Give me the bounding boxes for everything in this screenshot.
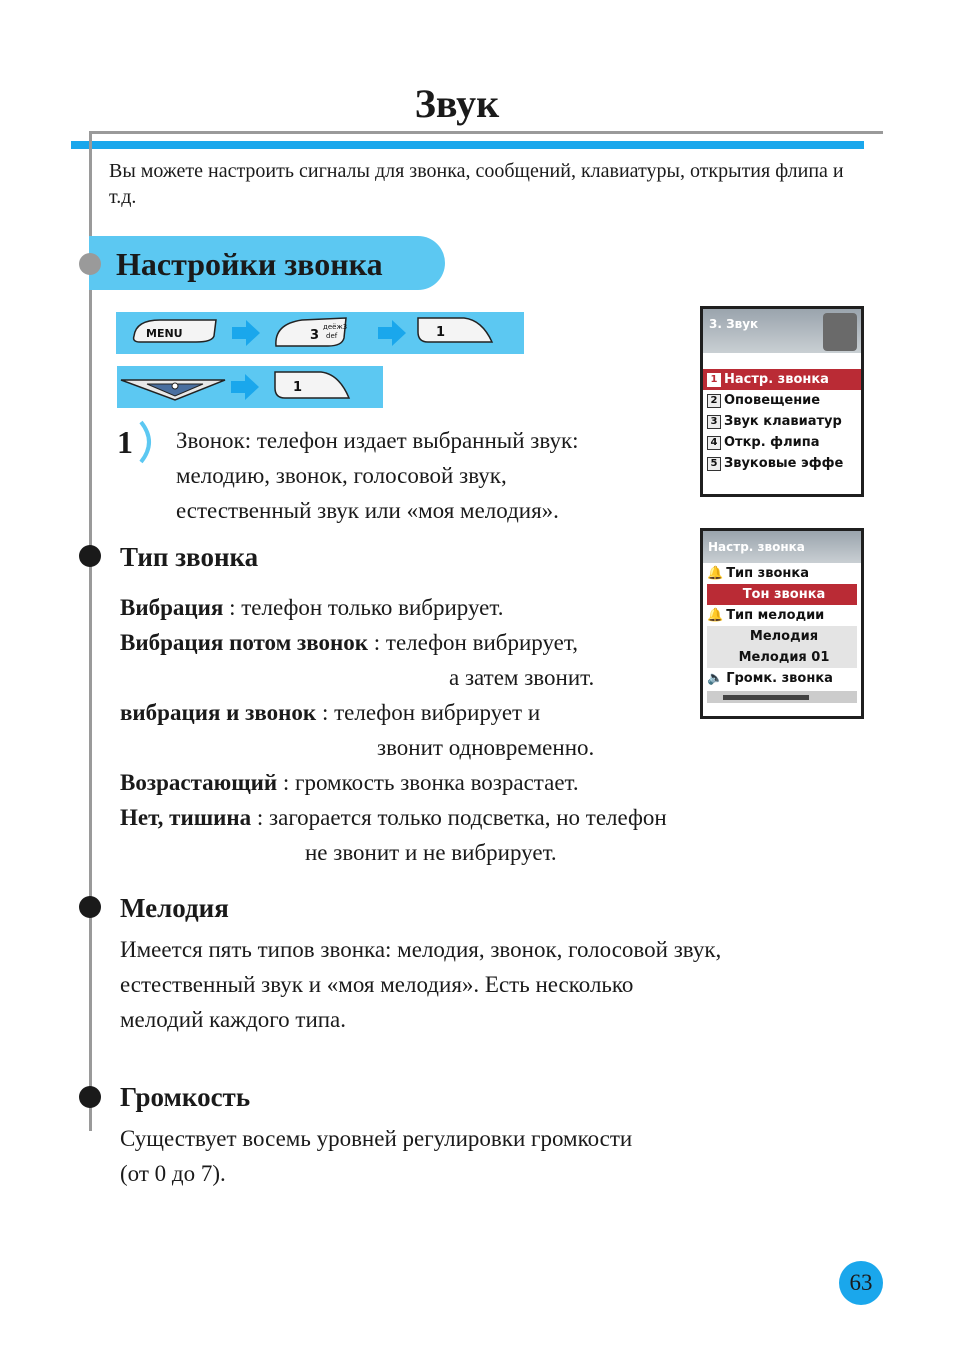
- section-bullet: [79, 253, 101, 275]
- key-sequence-1: [116, 312, 524, 354]
- ring-type-vib-and-ring: вибрация и звонок : телефон вибрирует и: [120, 700, 541, 725]
- bullet-ring-type: [79, 545, 101, 567]
- ring-type-silent-cont: не звонит и не вибрирует.: [305, 840, 557, 865]
- bell-icon: 🔔: [707, 608, 724, 623]
- bell-icon: 🔔: [707, 566, 724, 581]
- menu-key-label: MENU: [146, 327, 183, 340]
- menu-item-key-sound[interactable]: 3 Звук клавиатур: [703, 411, 861, 432]
- phone-screen-sound-menu: [700, 306, 864, 497]
- title-rule-blue: [71, 141, 864, 149]
- key-3-letters: деёж3: [323, 323, 348, 331]
- section-title: Настройки звонка: [116, 246, 383, 282]
- key-3-letters-latin: def: [326, 332, 338, 340]
- menu-item-alerts[interactable]: 2 Оповещение: [703, 390, 861, 411]
- screen-header: Настр. звонка: [703, 531, 861, 563]
- ring-type-rising: Возрастающий : громкость звонка возрастает.: [120, 770, 579, 795]
- step-bracket-icon: [137, 418, 159, 471]
- heading-volume: Громкость: [120, 1082, 251, 1112]
- volume-slider[interactable]: [707, 691, 857, 703]
- melody-text-2: естественный звук и «моя мелодия». Есть несколько: [120, 972, 634, 997]
- ring-volume-label: 🔈 Громк. звонка: [703, 668, 861, 689]
- key-3-number: 3: [310, 328, 320, 343]
- ring-type-vib-then-ring: Вибрация потом звонок : телефон вибрирует,: [120, 630, 578, 655]
- key-1-icon: [275, 372, 349, 398]
- nav-key-icon: [121, 380, 225, 400]
- step-description: Звонок: телефон издает выбранный звук: мелодию, звонок, голосовой звук, естественный звук или «моя мелодия».: [176, 428, 579, 523]
- bullet-volume: [79, 1086, 101, 1108]
- menu-item-flip-open[interactable]: 4 Откр. флипа: [703, 432, 861, 453]
- arrow-right-icon: [378, 320, 406, 346]
- title-rule-gray: [89, 131, 883, 134]
- ring-type-vib-and-ring-cont: звонит одновременно.: [377, 735, 595, 760]
- heading-melody: Мелодия: [120, 893, 229, 923]
- intro-text: Вы можете настроить сигналы для звонка, сообщений, клавиатуры, открытия флипа и т.д.: [109, 160, 844, 208]
- speaker-icon: 🔈: [707, 671, 724, 686]
- screen-header: 3. Звук: [703, 309, 861, 353]
- melody-text-3: мелодий каждого типа.: [120, 1007, 347, 1032]
- ring-type-label: 🔔 Тип звонка: [703, 563, 861, 584]
- key-1-icon: [418, 318, 492, 342]
- arrow-right-icon: [232, 320, 260, 346]
- melody-text-1: Имеется пять типов звонка: мелодия, звонок, голосовой звук,: [120, 937, 722, 962]
- speaker-icon: [823, 313, 857, 351]
- key-1-label: 1: [293, 380, 303, 395]
- menu-item-ring-settings[interactable]: 1 Настр. звонка: [703, 369, 861, 390]
- ring-type-silent: Нет, тишина : загорается только подсветка, но телефон: [120, 805, 667, 830]
- key-sequence-2: [117, 366, 383, 408]
- menu-key-icon: [134, 320, 216, 342]
- step-number: 1: [117, 424, 133, 460]
- page-title: Звук: [414, 81, 500, 126]
- page-number: 63: [839, 1261, 883, 1305]
- bullet-melody: [79, 896, 101, 918]
- ring-type-value[interactable]: Тон звонка: [707, 584, 857, 605]
- melody-value[interactable]: Мелодия 01: [707, 647, 857, 668]
- melody-type-value[interactable]: Мелодия: [707, 626, 857, 647]
- ring-type-vibration: Вибрация : телефон только вибрирует.: [120, 595, 504, 620]
- arrow-right-icon: [231, 374, 259, 400]
- key-3-icon: [276, 318, 347, 346]
- phone-screen-ring-settings: [700, 528, 864, 719]
- volume-text-1: Существует восемь уровней регулировки громкости: [120, 1126, 633, 1151]
- volume-text-2: (от 0 до 7).: [120, 1161, 226, 1186]
- heading-ring-type: Тип звонка: [120, 542, 259, 572]
- menu-item-sound-effects[interactable]: 5 Звуковые эффе: [703, 453, 861, 474]
- key-1-label: 1: [436, 325, 446, 340]
- melody-type-label: 🔔 Тип мелодии: [703, 605, 861, 626]
- ring-type-vib-then-ring-cont: а затем звонит.: [449, 665, 595, 690]
